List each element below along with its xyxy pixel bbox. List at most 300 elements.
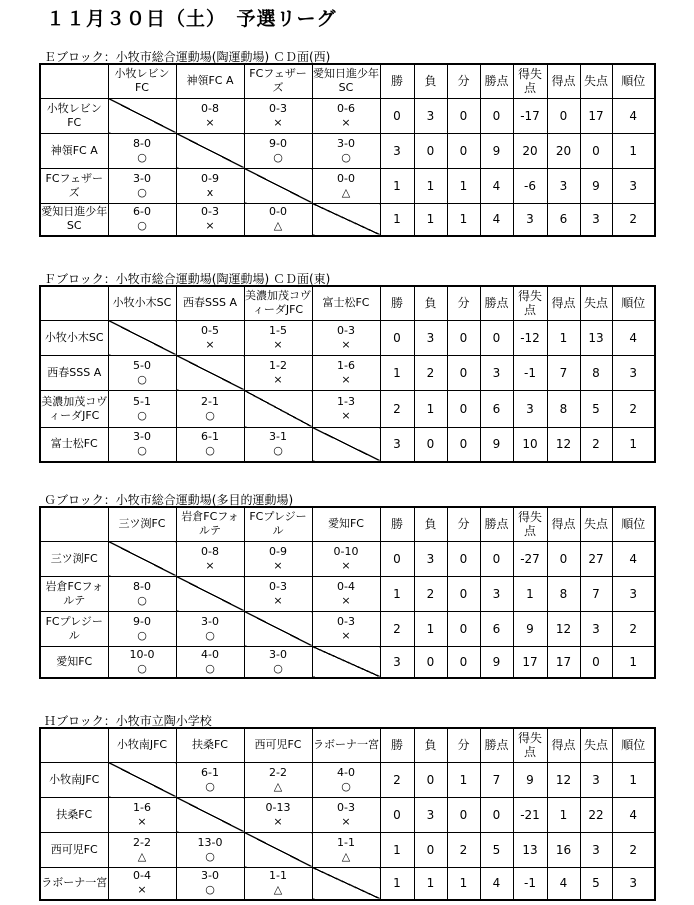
match-score: 6-0 <box>133 205 151 219</box>
stat-value: 3 <box>580 203 612 236</box>
stat-value: -1 <box>513 867 547 900</box>
match-result <box>108 832 176 867</box>
match-result <box>108 797 176 832</box>
match-score: 5-1 <box>133 394 151 408</box>
result-mark: △ <box>341 185 351 199</box>
match-score: 8-0 <box>133 136 151 150</box>
match-score: 0-9 <box>269 544 287 558</box>
match-score: 5-0 <box>133 358 151 372</box>
stat-value: 4 <box>480 867 513 900</box>
stat-value: 3 <box>580 611 612 646</box>
diagonal-cell <box>312 427 380 462</box>
stat-value: 0 <box>580 646 612 678</box>
stat-value: 0 <box>447 541 480 576</box>
result-mark: × <box>341 337 351 351</box>
match-score: 8-0 <box>133 579 151 593</box>
result-mark: ○ <box>341 150 351 164</box>
stat-value: 12 <box>547 427 580 462</box>
stat-value: 0 <box>414 762 447 797</box>
stat-value: 12 <box>547 762 580 797</box>
team-row <box>40 355 655 390</box>
match-score: 0-9 <box>201 171 219 185</box>
match-score: 1-1 <box>269 869 287 883</box>
stat-header: 順位 <box>612 728 655 762</box>
match-result <box>176 203 244 236</box>
match-result <box>244 867 312 900</box>
stat-value: 3 <box>612 168 655 203</box>
stat-value: 1 <box>414 203 447 236</box>
stat-value: 2 <box>380 390 414 427</box>
stat-value: 9 <box>480 646 513 678</box>
stat-value: 1 <box>380 168 414 203</box>
team-header: 小牧レビンFC <box>108 64 176 98</box>
stat-value: 9 <box>513 611 547 646</box>
match-score: 1-2 <box>269 358 287 372</box>
stat-value: 9 <box>480 133 513 168</box>
stat-value: 1 <box>414 168 447 203</box>
stat-value: 3 <box>414 98 447 133</box>
stat-value: 3 <box>612 355 655 390</box>
match-result <box>176 390 244 427</box>
match-score: 1-6 <box>337 358 355 372</box>
match-result <box>108 168 176 203</box>
team-row <box>40 320 655 355</box>
stat-value: 12 <box>547 611 580 646</box>
stat-value: 0 <box>380 320 414 355</box>
result-mark: × <box>341 558 351 572</box>
stat-value: 0 <box>547 98 580 133</box>
stat-value: 10 <box>513 427 547 462</box>
match-score: 3-0 <box>337 136 355 150</box>
match-score: 0-0 <box>269 205 287 219</box>
stat-value: 17 <box>580 98 612 133</box>
team-row <box>40 832 655 867</box>
stat-value: 2 <box>612 611 655 646</box>
match-score: 3-0 <box>201 614 219 628</box>
result-mark: ○ <box>137 150 147 164</box>
team-header: 扶桑FC <box>176 728 244 762</box>
row-team-name: FCフェザーズ <box>40 168 108 203</box>
result-mark: ○ <box>137 628 147 642</box>
result-mark: ○ <box>341 779 351 793</box>
team-header: 西可児FC <box>244 728 312 762</box>
stat-value: 4 <box>612 98 655 133</box>
stat-value: 16 <box>547 832 580 867</box>
match-score: 3-0 <box>269 647 287 661</box>
result-mark: × <box>273 337 283 351</box>
stat-value: 5 <box>580 867 612 900</box>
stat-value: 1 <box>612 646 655 678</box>
team-row <box>40 168 655 203</box>
result-mark: ○ <box>205 661 215 675</box>
stat-value: 2 <box>612 832 655 867</box>
stat-header: 勝 <box>380 728 414 762</box>
row-team-name: 小牧レビンFC <box>40 98 108 133</box>
match-score: 0-3 <box>337 800 355 814</box>
standings-table <box>39 506 656 679</box>
header-row <box>40 286 655 320</box>
stat-header: 勝点 <box>480 728 513 762</box>
stat-value: 1 <box>414 611 447 646</box>
page-title: １１月３０日（土） 予選リーグ <box>46 8 337 30</box>
stat-header: 負 <box>414 286 447 320</box>
stat-value: -6 <box>513 168 547 203</box>
stat-header: 得失点 <box>513 507 547 541</box>
stat-value: 3 <box>513 203 547 236</box>
match-result <box>244 797 312 832</box>
stat-header: 負 <box>414 64 447 98</box>
result-mark: ○ <box>205 408 215 422</box>
match-score: 0-3 <box>269 579 287 593</box>
stat-value: 0 <box>547 541 580 576</box>
block-caption: Ｅブロック：小牧市総合運動場(陶運動場) ＣＤ面(西) <box>44 50 331 64</box>
stat-header: 得点 <box>547 64 580 98</box>
stat-value: 0 <box>414 832 447 867</box>
stat-value: 8 <box>547 576 580 611</box>
stat-value: 3 <box>480 355 513 390</box>
stat-header: 得失点 <box>513 728 547 762</box>
match-result <box>244 646 312 678</box>
match-score: 3-0 <box>133 430 151 444</box>
stat-header: 勝 <box>380 507 414 541</box>
match-result <box>312 320 380 355</box>
stat-value: 8 <box>580 355 612 390</box>
match-score: 2-2 <box>133 835 151 849</box>
stat-value: 4 <box>612 320 655 355</box>
stat-value: 1 <box>414 390 447 427</box>
stat-value: -17 <box>513 98 547 133</box>
team-header: 三ツ渕FC <box>108 507 176 541</box>
stat-value: 0 <box>414 133 447 168</box>
match-result <box>312 797 380 832</box>
match-result <box>108 646 176 678</box>
diagonal-cell <box>312 203 380 236</box>
result-mark: ○ <box>205 444 215 458</box>
stat-value: 1 <box>380 355 414 390</box>
stat-value: 1 <box>447 203 480 236</box>
result-mark: × <box>273 558 283 572</box>
corner-cell <box>40 286 108 320</box>
stat-value: 0 <box>480 98 513 133</box>
stat-value: 0 <box>380 541 414 576</box>
stat-value: 1 <box>380 203 414 236</box>
diagonal-cell <box>244 168 312 203</box>
row-team-name: 扶桑FC <box>40 797 108 832</box>
block-caption: Ｆブロック：小牧市総合運動場(陶運動場) ＣＤ面(東) <box>44 272 331 286</box>
match-score: 1-3 <box>337 394 355 408</box>
match-result <box>244 203 312 236</box>
stat-value: 20 <box>547 133 580 168</box>
match-score: 0-3 <box>201 205 219 219</box>
stat-value: 4 <box>612 797 655 832</box>
stat-value: 3 <box>580 762 612 797</box>
stat-header: 順位 <box>612 64 655 98</box>
result-mark: △ <box>273 779 283 793</box>
stat-value: 3 <box>414 541 447 576</box>
match-result <box>312 832 380 867</box>
row-team-name: FCプレジール <box>40 611 108 646</box>
row-team-name: 西春SSS A <box>40 355 108 390</box>
stat-header: 勝点 <box>480 64 513 98</box>
stat-value: 7 <box>580 576 612 611</box>
stat-value: 1 <box>447 168 480 203</box>
match-score: 0-8 <box>201 544 219 558</box>
stat-header: 失点 <box>580 507 612 541</box>
result-mark: ○ <box>273 661 283 675</box>
match-result <box>108 427 176 462</box>
stat-value: 0 <box>447 576 480 611</box>
result-mark: × <box>273 814 283 828</box>
match-score: 1-6 <box>133 800 151 814</box>
diagonal-cell <box>108 762 176 797</box>
team-header: 小牧小木SC <box>108 286 176 320</box>
match-result <box>312 168 380 203</box>
stat-value: 13 <box>580 320 612 355</box>
match-score: 3-1 <box>269 430 287 444</box>
team-row <box>40 203 655 236</box>
row-team-name: 小牧南JFC <box>40 762 108 797</box>
team-header: 美濃加茂コヴィーダJFC <box>244 286 312 320</box>
stat-value: 2 <box>580 427 612 462</box>
row-team-name: 美濃加茂コヴィーダJFC <box>40 390 108 427</box>
team-row <box>40 390 655 427</box>
match-result <box>244 355 312 390</box>
match-score: 6-1 <box>201 430 219 444</box>
corner-cell <box>40 507 108 541</box>
stat-value: 3 <box>380 646 414 678</box>
stat-header: 得点 <box>547 728 580 762</box>
match-result <box>244 762 312 797</box>
match-score: 13-0 <box>197 835 223 849</box>
result-mark: △ <box>273 219 283 233</box>
stat-header: 分 <box>447 507 480 541</box>
stat-value: 8 <box>547 390 580 427</box>
stat-value: 17 <box>547 646 580 678</box>
match-result <box>176 867 244 900</box>
team-header: FCプレジール <box>244 507 312 541</box>
match-score: 0-4 <box>337 579 355 593</box>
result-mark: ○ <box>273 150 283 164</box>
result-mark: × <box>273 593 283 607</box>
match-result <box>176 611 244 646</box>
team-header: 愛知FC <box>312 507 380 541</box>
match-result <box>244 427 312 462</box>
stat-value: 0 <box>447 611 480 646</box>
stat-header: 分 <box>447 728 480 762</box>
stat-value: 22 <box>580 797 612 832</box>
stat-value: 3 <box>380 133 414 168</box>
stat-value: 7 <box>547 355 580 390</box>
row-team-name: 三ツ渕FC <box>40 541 108 576</box>
stat-value: 0 <box>447 133 480 168</box>
stat-value: 3 <box>414 320 447 355</box>
stat-value: 3 <box>612 867 655 900</box>
match-score: 0-4 <box>133 869 151 883</box>
match-score: 0-3 <box>269 101 287 115</box>
result-mark: × <box>205 558 215 572</box>
team-row <box>40 133 655 168</box>
diagonal-cell <box>108 98 176 133</box>
match-result <box>312 98 380 133</box>
match-score: 4-0 <box>337 765 355 779</box>
match-result <box>312 133 380 168</box>
stat-value: 2 <box>414 355 447 390</box>
result-mark: ○ <box>205 628 215 642</box>
match-score: 1-1 <box>337 835 355 849</box>
stat-value: 3 <box>547 168 580 203</box>
stat-header: 順位 <box>612 507 655 541</box>
header-row <box>40 507 655 541</box>
stat-header: 勝点 <box>480 507 513 541</box>
stat-value: -1 <box>513 355 547 390</box>
stat-value: 1 <box>612 427 655 462</box>
result-mark: × <box>341 372 351 386</box>
match-result <box>312 576 380 611</box>
stat-header: 失点 <box>580 286 612 320</box>
stat-value: 0 <box>447 797 480 832</box>
match-result <box>176 646 244 678</box>
diagonal-cell <box>312 867 380 900</box>
stat-value: 1 <box>447 867 480 900</box>
stat-value: 0 <box>447 355 480 390</box>
stat-value: 0 <box>480 541 513 576</box>
diagonal-cell <box>312 646 380 678</box>
match-result <box>244 320 312 355</box>
stat-header: 負 <box>414 728 447 762</box>
stat-value: 0 <box>414 427 447 462</box>
team-row <box>40 98 655 133</box>
match-score: 0-6 <box>337 101 355 115</box>
match-score: 3-0 <box>133 171 151 185</box>
row-team-name: 西可児FC <box>40 832 108 867</box>
stat-value: 3 <box>513 390 547 427</box>
match-result <box>176 168 244 203</box>
match-result <box>244 541 312 576</box>
block-caption: Ｇブロック：小牧市総合運動場(多目的運動場) <box>44 493 294 507</box>
match-score: 4-0 <box>201 647 219 661</box>
result-mark: ○ <box>137 408 147 422</box>
stat-value: 1 <box>547 797 580 832</box>
diagonal-cell <box>244 832 312 867</box>
team-header: 愛知日進少年SC <box>312 64 380 98</box>
result-mark: × <box>137 814 147 828</box>
stat-header: 順位 <box>612 286 655 320</box>
team-row <box>40 576 655 611</box>
match-result <box>176 427 244 462</box>
stat-value: 4 <box>547 867 580 900</box>
stat-value: 2 <box>612 390 655 427</box>
result-mark: × <box>137 883 147 897</box>
stat-value: 1 <box>380 832 414 867</box>
match-result <box>312 355 380 390</box>
stat-value: 6 <box>480 390 513 427</box>
team-header: ラボーナ一宮 <box>312 728 380 762</box>
result-mark: × <box>341 628 351 642</box>
result-mark: ○ <box>205 849 215 863</box>
stat-value: 3 <box>480 576 513 611</box>
stat-value: 0 <box>447 427 480 462</box>
result-mark: × <box>205 337 215 351</box>
stat-header: 分 <box>447 286 480 320</box>
stat-value: 1 <box>380 576 414 611</box>
team-header: 西春SSS A <box>176 286 244 320</box>
stat-value: 20 <box>513 133 547 168</box>
stat-value: 1 <box>547 320 580 355</box>
result-mark: ○ <box>137 219 147 233</box>
match-score: 0-3 <box>337 614 355 628</box>
row-team-name: 神領FC A <box>40 133 108 168</box>
result-mark: × <box>341 408 351 422</box>
stat-value: 0 <box>580 133 612 168</box>
result-mark: ○ <box>137 185 147 199</box>
match-result <box>312 611 380 646</box>
match-result <box>108 611 176 646</box>
match-score: 0-5 <box>201 323 219 337</box>
stat-value: 4 <box>480 203 513 236</box>
stat-value: 1 <box>513 576 547 611</box>
stat-header: 勝 <box>380 64 414 98</box>
stat-header: 得失点 <box>513 64 547 98</box>
result-mark: × <box>205 115 215 129</box>
result-mark: × <box>273 372 283 386</box>
match-score: 6-1 <box>201 765 219 779</box>
result-mark: △ <box>137 849 147 863</box>
stat-value: 1 <box>612 762 655 797</box>
stat-header: 得点 <box>547 507 580 541</box>
result-mark: × <box>205 219 215 233</box>
stat-value: 2 <box>612 203 655 236</box>
team-header: 神領FC A <box>176 64 244 98</box>
team-row <box>40 762 655 797</box>
match-score: 3-0 <box>201 869 219 883</box>
result-mark: ○ <box>137 444 147 458</box>
stat-value: 0 <box>447 320 480 355</box>
stat-value: -27 <box>513 541 547 576</box>
stat-value: 3 <box>612 576 655 611</box>
stat-value: 4 <box>480 168 513 203</box>
diagonal-cell <box>176 133 244 168</box>
match-result <box>108 576 176 611</box>
stat-value: 0 <box>380 797 414 832</box>
row-team-name: 富士松FC <box>40 427 108 462</box>
match-score: 0-13 <box>265 800 291 814</box>
match-score: 9-0 <box>269 136 287 150</box>
match-score: 1-5 <box>269 323 287 337</box>
stat-value: 0 <box>480 320 513 355</box>
header-row <box>40 728 655 762</box>
row-team-name: 愛知日進少年SC <box>40 203 108 236</box>
stat-value: 3 <box>580 832 612 867</box>
team-row <box>40 867 655 900</box>
team-row <box>40 646 655 678</box>
stat-value: 3 <box>414 797 447 832</box>
stat-value: 5 <box>580 390 612 427</box>
team-row <box>40 797 655 832</box>
standings-table <box>39 63 656 237</box>
stat-value: 9 <box>513 762 547 797</box>
corner-cell <box>40 64 108 98</box>
stat-value: 27 <box>580 541 612 576</box>
result-mark: × <box>341 593 351 607</box>
team-row <box>40 541 655 576</box>
match-score: 10-0 <box>129 647 155 661</box>
team-row <box>40 611 655 646</box>
stat-value: 4 <box>612 541 655 576</box>
diagonal-cell <box>108 320 176 355</box>
standings-table <box>39 285 656 463</box>
result-mark: ○ <box>137 661 147 675</box>
row-team-name: 岩倉FCフォルテ <box>40 576 108 611</box>
